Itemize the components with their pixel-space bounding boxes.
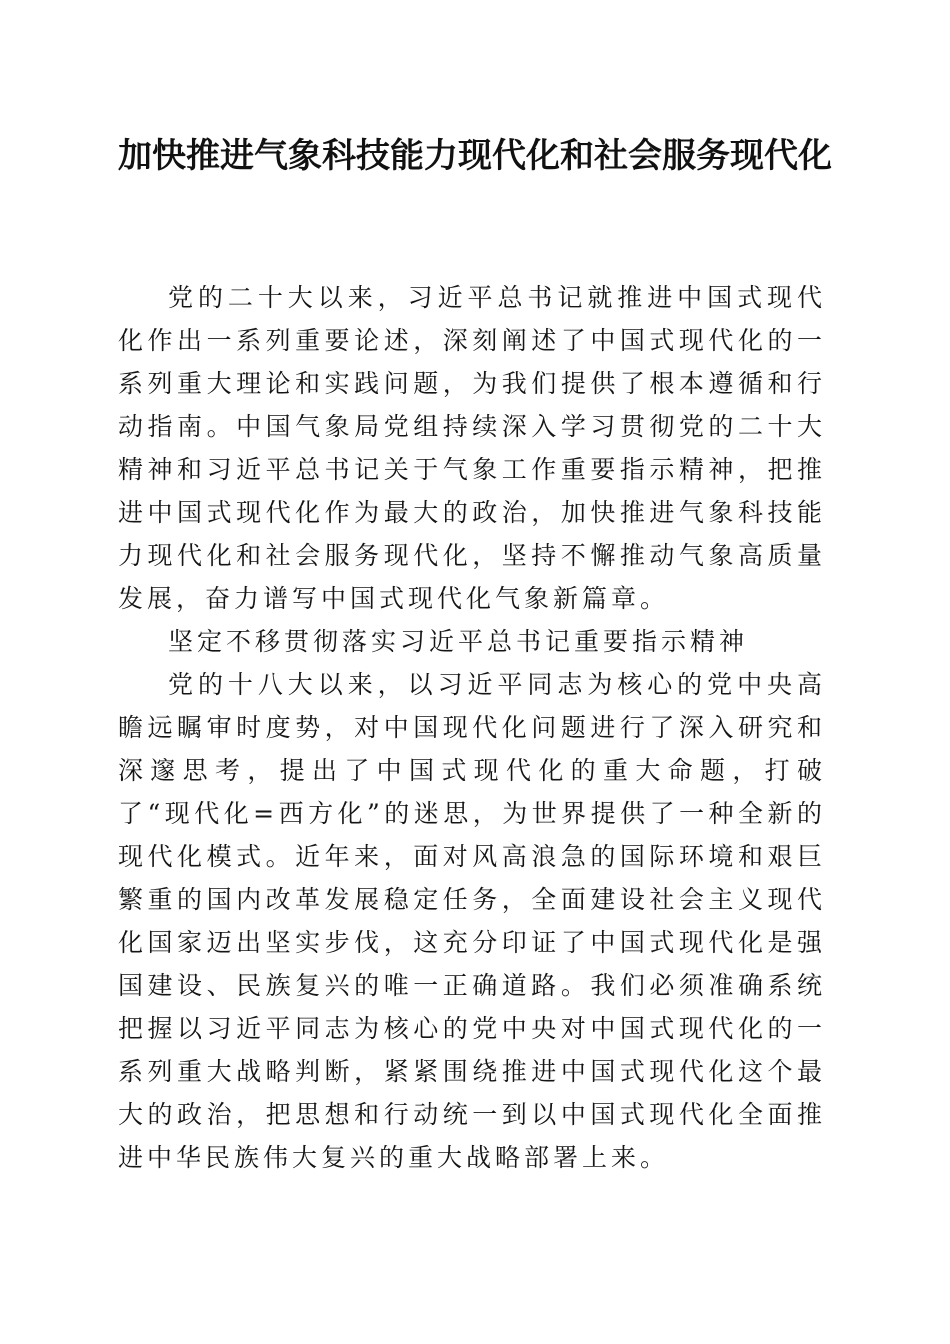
paragraph-intro: 党的二十大以来，习近平总书记就推进中国式现代化作出一系列重要论述，深刻阐述了中国式现代化的一系列重大理论和实践问题，为我们提供了根本遵循和行动指南。中国气象局党组持续深入学习贯彻党的二十大精神和习近平总书记关于气象工作重要指示精神，把推进中国式现代化作为最大的政治，加快推进气象科技能力现代化和社会服务现代化，坚持不懈推动气象高质量发展，奋力谱写中国式现代化气象新篇章。: [118, 283, 826, 613]
section-heading: 坚定不移贯彻落实习近平总书记重要指示精神: [168, 627, 749, 656]
document-body: [118, 276, 826, 1179]
paragraph-section-body: 党的十八大以来，以习近平同志为核心的党中央高瞻远瞩审时度势，对中国现代化问题进行了深入研究和深邃思考，提出了中国式现代化的重大命题，打破了“现代化=西方化”的迷思，为世界提供了一种全新的现代化模式。近年来，面对风高浪急的国际环境和艰巨繁重的国内改革发展稳定任务，全面建设社会主义现代化国家迈出坚实步伐，这充分印证了中国式现代化是强国建设、民族复兴的唯一正确道路。我们必须准确系统把握以习近平同志为核心的党中央对中国式现代化的一系列重大战略判断，紧紧围绕推进中国式现代化这个最大的政治，把思想和行动统一到以中国式现代化全面推进中华民族伟大复兴的重大战略部署上来。: [118, 670, 826, 1172]
document-title: 加快推进气象科技能力现代化和社会服务现代化: [118, 136, 832, 176]
